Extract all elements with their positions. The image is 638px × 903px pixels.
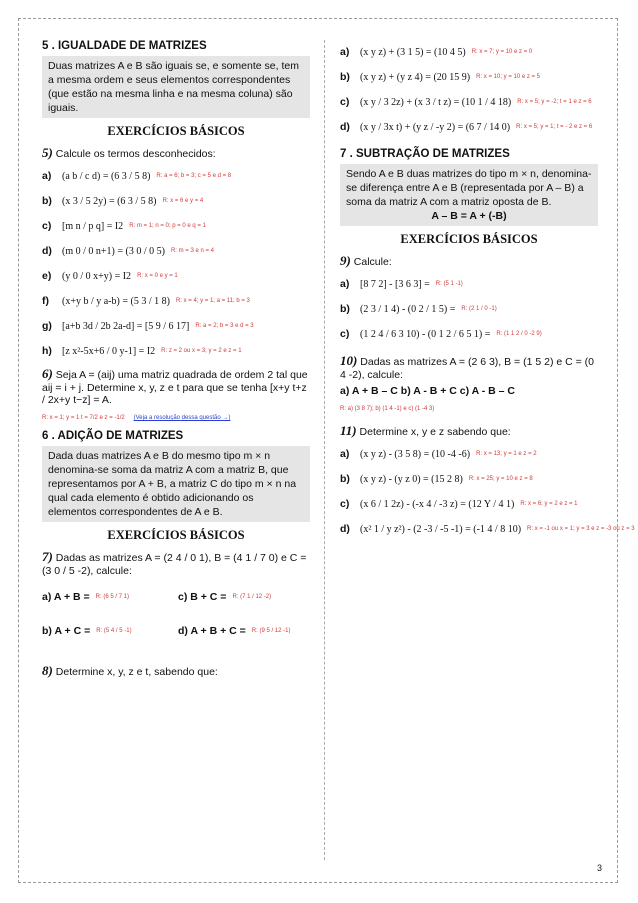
answer: R: (9 5 / 12 -1)	[251, 628, 291, 634]
section-title: 6 . ADIÇÃO DE MATRIZES	[42, 430, 184, 442]
item-label: f)	[42, 295, 49, 307]
item-label: d)	[42, 245, 52, 257]
question-item	[42, 215, 310, 237]
matrix-expression: (x² 1 / y z²) - (2 -3 / -5 -1) = (-1 4 / 8 10)	[360, 523, 522, 535]
question-item	[340, 323, 598, 345]
answer: R: (1 1 2 / 0 -2 9)	[496, 331, 542, 337]
exercises-heading: EXERCÍCIOS BÁSICOS	[400, 232, 538, 246]
answer: R: x = 5; y = 1; t = - 2 e z = 6	[516, 124, 593, 130]
answer: R: m = 1; n = 0; p = 0 e q = 1	[129, 223, 206, 229]
item-label: c)	[340, 498, 350, 510]
section-title: 5 . IGUALDADE DE MATRIZES	[42, 40, 207, 52]
matrix-expression: [a+b 3d / 2b 2a-d] = [5 9 / 6 17]	[62, 320, 190, 332]
item-label: b)	[42, 195, 52, 207]
matrix-expression: (2 3 / 1 4) - (0 2 / 1 5) =	[360, 303, 456, 315]
item-label: a)	[340, 448, 350, 460]
item-label: d)	[340, 523, 350, 535]
resolution-link[interactable]: (Veja a resolução dessa questão →)	[133, 415, 231, 421]
item-label: h)	[42, 345, 52, 357]
question: 9) Calcule:	[340, 253, 392, 268]
question: 5) Calcule os termos desconhecidos:	[42, 145, 216, 160]
answer: R: x = 6 e y = 4	[162, 198, 204, 204]
answer: R: x = -1 ou x = 1; y = 3 e z = -3 ou z = 3	[527, 526, 635, 532]
formula: A – B = A + (-B)	[431, 210, 507, 222]
matrix-expression: (a b / c d) = (6 3 / 5 8)	[62, 170, 151, 182]
item-label: d) A + B + C =	[178, 625, 246, 637]
question-items	[340, 443, 635, 540]
question-items	[42, 165, 310, 362]
question-item	[340, 468, 598, 490]
answer: R: x = 1; y = 1 t = 7/2 e z = -1/2	[42, 415, 125, 421]
question-item	[42, 265, 310, 287]
question-item	[42, 620, 174, 642]
question: 10) Dadas as matrizes A = (2 6 3), B = (1 5 2) e C = (0 4 -2), calcule:	[340, 353, 594, 381]
matrix-expression: (x 3 / 5 2y) = (6 3 / 5 8)	[62, 195, 157, 207]
answer: R: a) (3 8 7); b) (1 4 -1) e c) (1 -4 3)	[340, 406, 435, 412]
matrix-expression: (x+y b / y a-b) = (5 3 / 1 8)	[62, 295, 170, 307]
matrix-expression: (x y z) - (y z 0) = (15 2 8)	[360, 473, 463, 485]
item-label: e)	[42, 270, 52, 282]
question-item	[178, 586, 310, 608]
answer: R: x = 0 e y = 1	[137, 273, 178, 279]
question-item	[340, 66, 598, 88]
answer: R: x = 25; y = 10 e z = 8	[468, 476, 533, 482]
question-items	[340, 41, 598, 138]
exercises-heading: EXERCÍCIOS BÁSICOS	[107, 528, 245, 542]
answer: R: x = 10; y = 10 e z = 5	[476, 74, 541, 80]
matrix-expression: [m n / p q] = I2	[62, 220, 124, 232]
question-item	[42, 315, 310, 337]
matrix-expression: (x y / 3 2z) + (x 3 / t z) = (10 1 / 4 18)	[360, 96, 512, 108]
question: 8) Determine x, y, z e t, sabendo que:	[42, 663, 218, 678]
matrix-expression: (x y z) - (3 5 8) = (10 -4 -6)	[360, 448, 471, 460]
matrix-expression: (m 0 / 0 n+1) = (3 0 / 0 5)	[62, 245, 165, 257]
answer: R: x = 7; y = 10 e z = 0	[471, 49, 533, 55]
question-item	[340, 273, 598, 295]
answer: R: (5 1 -1)	[435, 281, 463, 287]
item-label: c)	[340, 328, 350, 340]
column-divider	[324, 40, 325, 860]
answer: R: x = 13; y = 1 e z = 2	[476, 451, 537, 457]
answer: R: x = 4; y = 1; a = 11; b = 3	[175, 298, 250, 304]
question-item	[42, 240, 310, 262]
item-label: a) A + B =	[42, 591, 90, 603]
question-item	[340, 493, 598, 515]
item-label: b)	[340, 303, 350, 315]
answer: R: (2 1 / 0 -1)	[461, 306, 497, 312]
matrix-expression: (x y z) + (3 1 5) = (10 4 5)	[360, 46, 466, 58]
question-item	[42, 165, 310, 187]
answer: R: a = 6; b = 3; c = 5 e d = 8	[156, 173, 232, 179]
answer: R: x = 5; y = -2; t = 1 e z = 6	[517, 99, 592, 105]
left-column	[42, 38, 310, 683]
item-label: c) B + C =	[178, 591, 227, 603]
page-number: 3	[596, 863, 602, 873]
question-item	[178, 620, 310, 642]
matrix-expression: [z x²-5x+6 / 0 y-1] = I2	[62, 345, 156, 357]
question: 7) Dadas as matrizes A = (2 4 / 0 1), B = (4 1 / 7 0) e C = (3 0 / 5 -2), calcule:	[42, 549, 307, 577]
item-label: d)	[340, 121, 350, 133]
answer: R: x = 6; y = 2 e z = 1	[520, 501, 578, 507]
item-label: c)	[340, 96, 350, 108]
item-label: b)	[340, 71, 350, 83]
question: 6) Seja A = (aij) uma matriz quadrada de ordem 2 tal que aij = i + j. Determine x, y, z e t para que se tenha [x+y t+z / 2x+y t−z] = A.	[42, 366, 308, 406]
question-item	[340, 518, 635, 540]
matrix-expression: (y 0 / 0 x+y) = I2	[62, 270, 132, 282]
definition-box: Dada duas matrizes A e B do mesmo tipo m × n denomina-se soma da matriz A com a matriz B, que representamos por A + B, a matriz C do tipo m × n na qual cada elemento é obtido adicionando os elementos correspondentes de A e B.	[42, 446, 310, 522]
definition-box: Duas matrizes A e B são iguais se, e somente se, tem a mesma ordem e seus elementos correspondentes (que estão na mesma linha e na mesma coluna) são iguais.	[42, 56, 310, 118]
item-label: a)	[340, 278, 350, 290]
question-item	[340, 116, 598, 138]
question-item	[42, 586, 174, 608]
item-label: c)	[42, 220, 52, 232]
matrix-expression: (x 6 / 1 2z) - (-x 4 / -3 z) = (12 Y / 4 1)	[360, 498, 515, 510]
exercises-heading: EXERCÍCIOS BÁSICOS	[107, 124, 245, 138]
matrix-expression: (x y z) + (y z 4) = (20 15 9)	[360, 71, 471, 83]
section-title: 7 . SUBTRAÇÃO DE MATRIZES	[340, 148, 510, 160]
item-label: a)	[42, 170, 52, 182]
matrix-expression: (x y / 3x t) + (y z / -y 2) = (6 7 / 14 0)	[360, 121, 511, 133]
question-item	[340, 41, 598, 63]
question-item	[42, 190, 310, 212]
question-item	[340, 91, 598, 113]
question-item	[340, 298, 598, 320]
question-parts: a) A + B – C b) A - B + C c) A - B – C	[340, 385, 516, 397]
item-label: b) A + C =	[42, 625, 91, 637]
definition-box: Sendo A e B duas matrizes do tipo m × n, denomina-se diferença entre A e B (representada por A – B) a soma da matriz A com a matriz oposta de B. A – B = A + (-B)	[340, 164, 598, 226]
answer: R: (6 5 / 7 1)	[95, 594, 130, 600]
answer: R: (7 1 / 12 -2)	[232, 594, 272, 600]
answer: R: (5 4 / 5 -1)	[96, 628, 132, 634]
answer: R: z = 2 ou x = 3; y = 2 e z = 1	[161, 348, 242, 354]
question-item	[42, 340, 310, 362]
matrix-expression: [8 7 2] - [3 6 3] =	[360, 278, 430, 290]
item-label: b)	[340, 473, 350, 485]
right-column	[340, 38, 635, 543]
question-item	[42, 290, 310, 312]
question: 11) Determine x, y e z sabendo que:	[340, 423, 511, 438]
item-label: a)	[340, 46, 350, 58]
answer: R: m = 3 e n = 4	[170, 248, 214, 254]
matrix-expression: (1 2 4 / 6 3 10) - (0 1 2 / 6 5 1) =	[360, 328, 491, 340]
question-items	[340, 273, 598, 345]
answer: R: a = 2; b = 3 e d = 3	[195, 323, 254, 329]
question-items	[42, 583, 310, 645]
item-label: g)	[42, 320, 52, 332]
question-item	[340, 443, 598, 465]
